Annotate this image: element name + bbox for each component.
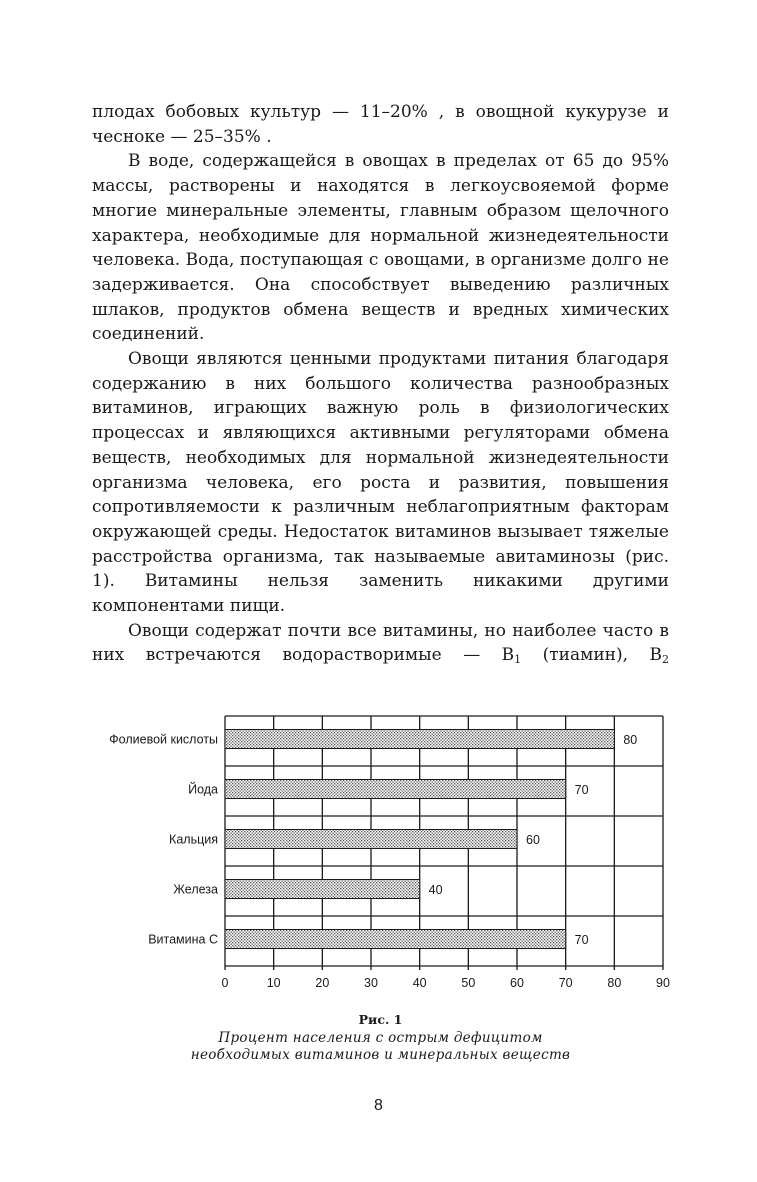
x-tick-label: 40 <box>412 976 427 990</box>
subscript-2: 2 <box>662 653 669 667</box>
category-label: Фолиевой кислоты <box>109 732 218 747</box>
data-label: 80 <box>623 733 638 747</box>
figure-number: Рис. 1 <box>358 1012 403 1027</box>
paragraph-4 <box>92 619 669 668</box>
category-label: Йода <box>188 782 218 797</box>
category-label: Кальция <box>169 832 218 847</box>
x-tick-label: 0 <box>221 976 229 990</box>
paragraph-4-text-a: Овощи содержат почти все витамины, но наиболее часто в них встречаются водорастворимые — B <box>92 620 669 666</box>
bar <box>225 930 566 949</box>
figure-caption-line-2: необходимых витаминов и минеральных веществ <box>190 1047 571 1063</box>
subscript-1: 1 <box>514 653 522 667</box>
category-label: Витамина С <box>148 932 218 947</box>
x-tick-label: 50 <box>461 976 476 990</box>
x-tick-label: 30 <box>364 976 378 990</box>
bar <box>225 830 517 849</box>
x-tick-label: 20 <box>315 976 330 990</box>
figure-caption <box>92 1030 669 1064</box>
x-tick-label: 60 <box>510 976 524 990</box>
paragraph-3: Овощи являются ценными продуктами питания благодаря содержанию в них большого количества разнообразных витаминов, играющих важную роль в физиологических процессах и являющихся активными регуляторами обмена веществ, необходимых для нормальной жизнедеятельности организма человека, его роста и развития, повышения сопротивляемости к различным неблагоприятным факторам окружающей среды. Недостаток витаминов вызывает тяжелые расстройства организма, так называемые авитаминозы (рис. 1). Витамины нельзя заменить никакими другими компонентами пищи. <box>92 349 669 617</box>
data-label: 70 <box>574 783 589 797</box>
category-label: Железа <box>173 882 218 897</box>
x-tick-label: 80 <box>607 976 622 990</box>
chart-labels <box>109 733 670 991</box>
x-tick-label: 90 <box>656 976 670 990</box>
data-label: 70 <box>574 933 589 947</box>
page-number: 8 <box>374 1097 383 1114</box>
paragraph-2: В воде, содержащейся в овощах в пределах от 65 до 95% массы, растворены и находятся в легкоусвояемой форме многие минеральные элементы, главным образом щелочного характера, необходимые для нормальной жизнедеятельности человека. Вода, поступающая с овощами, в организме долго не задерживается. Она способствует выведению различных шлаков, продуктов обмена веществ и вредных химических соединений. <box>92 151 669 345</box>
bar <box>225 730 614 749</box>
x-tick-label: 10 <box>266 976 281 990</box>
data-label: 60 <box>526 833 540 847</box>
body-text <box>92 100 669 668</box>
paragraph-1: плодах бобовых культур — 11–20% , в овощной кукурузе и чесноке — 25–35% . <box>92 102 669 147</box>
paragraph-4-text-b: (тиамин), B <box>521 645 662 666</box>
data-label: 40 <box>428 883 443 897</box>
x-tick-label: 70 <box>558 976 573 990</box>
bar <box>225 780 566 799</box>
bar <box>225 880 420 899</box>
vitamin-deficit-bar-chart <box>70 708 690 998</box>
figure-caption-line-1: Процент населения с острым дефицитом <box>218 1030 543 1046</box>
